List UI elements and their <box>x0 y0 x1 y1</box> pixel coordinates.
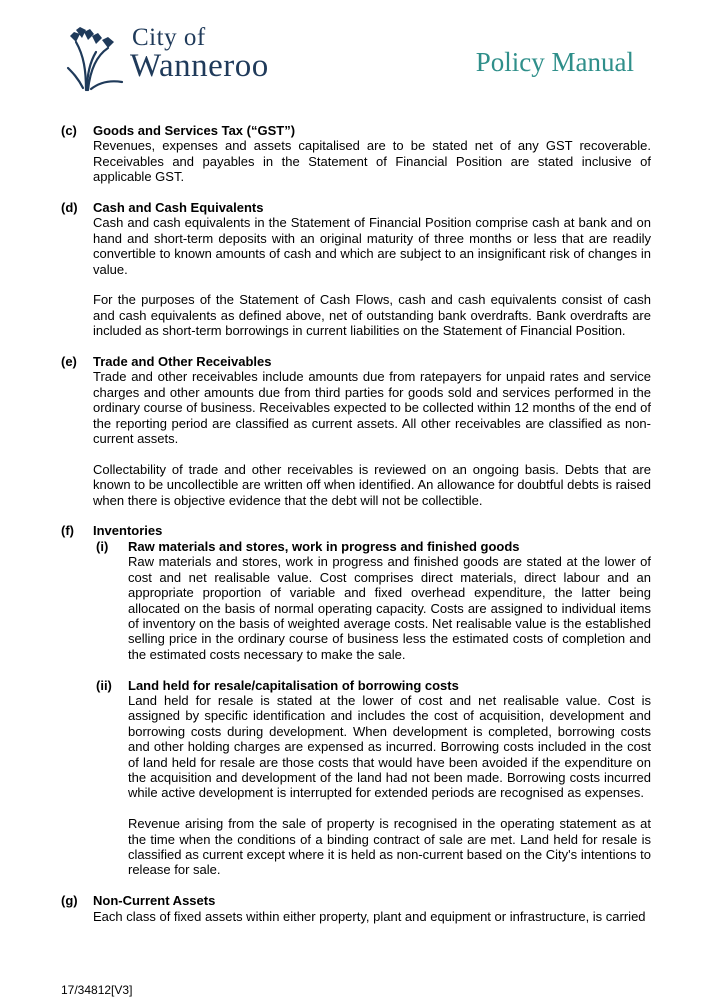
paragraph: Raw materials and stores, work in progress and finished goods are stated at the lower of cost and net realisable value. Cost comprises direct materials, direct labour and an appropriate proportion of variable and fixed overhead expenditure, the latter being allocated on the basis of normal operating capacity. Costs are assigned to individual items of inventory on the basis of weighted average costs. Net realisable value is the established selling price in the ordinary course of business less the estimated costs of completion and the estimated costs necessary to make the sale. <box>128 554 651 662</box>
paragraph: Collectability of trade and other receivables is reviewed on an ongoing basis. Debts that are known to be uncollectible are written off when identified. An allowance for doubtful debts is raised when there is objective evidence that the debt will not be collectible. <box>93 461 651 508</box>
section-title: Goods and Services Tax (“GST”) <box>93 123 296 138</box>
logo-city-of: City of <box>132 24 206 51</box>
subsection-f-i <box>93 539 651 662</box>
section-title: Cash and Cash Equivalents <box>93 200 264 216</box>
section-title: Inventories <box>93 523 163 539</box>
section-e <box>61 354 651 508</box>
paragraph: For the purposes of the Statement of Cash Flows, cash and cash equivalents consist of cash and cash equivalents as defined above, net of outstanding bank overdrafts. Bank overdrafts are included as short-term borrowings in current liabilities on the Statement of Financial Position. <box>93 292 651 339</box>
section-g <box>61 893 651 924</box>
subsection-title: Land held for resale/capitalisation of borrowing costs <box>128 677 459 693</box>
section-f <box>61 523 651 877</box>
paragraph: Land held for resale is stated at the lower of cost and net realisable value. Cost is assigned by specific identification and includes the cost of acquisition, development and borrowing costs during development. When development is completed, borrowing costs and other holding charges are expensed as incurred. Borrowing costs included in the cost of land held for resale are those costs that would have been avoided if the expenditure on the acquisition and development of the land had not been made. Borrowing costs incurred while active development is interrupted for extended periods are recognised as expenses. <box>128 692 651 801</box>
subsection-title: Raw materials and stores, work in progress and finished goods <box>128 538 520 554</box>
subsection-label: (ii) <box>96 677 112 693</box>
section-label: (e) <box>61 354 77 370</box>
kangaroo-paw-logo-icon <box>66 26 128 92</box>
paragraph: Each class of fixed assets within either property, plant and equipment or infrastructure, is carried <box>93 908 646 924</box>
logo-wanneroo: Wanneroo <box>130 48 269 84</box>
section-label: (f) <box>61 523 74 539</box>
section-c <box>61 123 651 185</box>
page-header <box>0 0 706 110</box>
city-logo <box>66 24 306 94</box>
paragraph: Trade and other receivables include amounts due from ratepayers for unpaid rates and service charges and other amounts due from third parties for goods sold and services performed in the ordinary course of business. Receivables expected to be collected within 12 months of the end of the reporting period are classified as current assets. All other receivables are classified as non-current assets. <box>93 369 651 447</box>
policy-manual-title: Policy Manual <box>475 47 634 77</box>
document-body <box>61 123 651 939</box>
section-d <box>61 200 651 339</box>
paragraph: Cash and cash equivalents in the Statement of Financial Position comprise cash at bank and on hand and short-term deposits with an original maturity of three months or less that are readily convertible to known amounts of cash and which are subject to an insignificant risk of changes in value. <box>93 215 651 277</box>
section-title: Trade and Other Receivables <box>93 354 272 370</box>
section-label: (c) <box>61 123 77 138</box>
section-label: (d) <box>61 200 78 216</box>
section-label: (g) <box>61 893 78 909</box>
subsection-f-ii <box>93 678 651 878</box>
paragraph: Revenue arising from the sale of property is recognised in the operating statement as at the time when the conditions of a binding contract of sale are met. Land held for resale is classified as current except where it is held as non-current based on the City's intentions to release for sale. <box>128 816 651 878</box>
paragraph: Revenues, expenses and assets capitalised are to be stated net of any GST recoverable. Receivables and payables in the Statement of Financial Position are stated inclusive of applicable GST. <box>93 138 651 185</box>
document-reference: 17/34812[V3] <box>61 983 133 997</box>
section-title: Non-Current Assets <box>93 893 216 909</box>
subsection-label: (i) <box>96 538 109 554</box>
